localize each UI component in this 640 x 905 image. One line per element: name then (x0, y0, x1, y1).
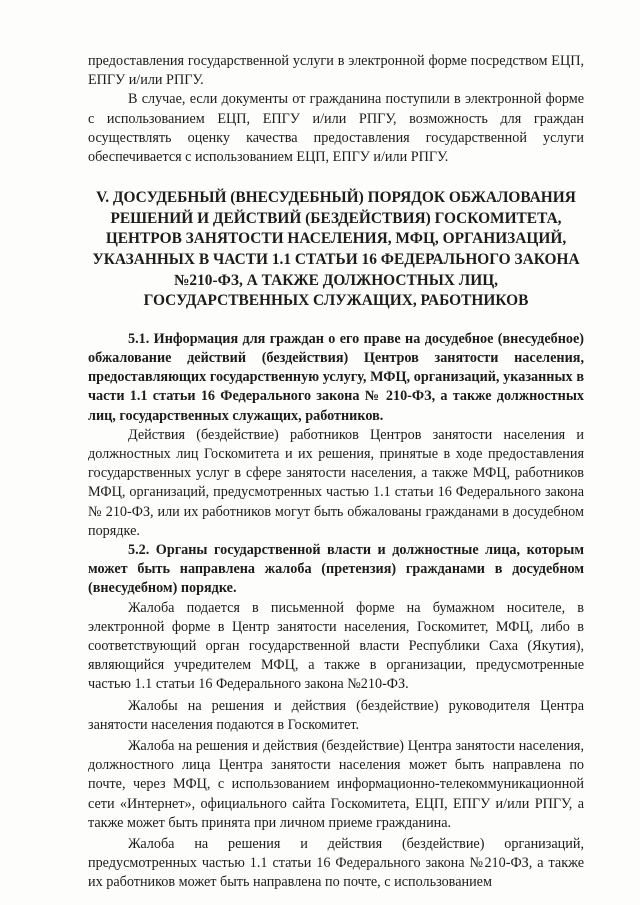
paragraph-continuation: предоставления государственной услуги в электронной форме посредством ЕЦП, ЕПГУ и/или РПГУ. (88, 53, 584, 89)
paragraph-complaint-form: Жалоба подается в письменной форме на бумажном носителе, в электронной форме в Центр занятости населения, Госкомитет, МФЦ, либо в соответствующий орган государственной власти Республики Саха (Якутия), являющийся учредителем МФЦ, а также в организации, предусмотренные частью 1.1 статьи 16 Федерального закона №210-ФЗ. (88, 599, 584, 693)
paragraph-complaint-organizations: Жалоба на решения и действия (бездействие) организаций, предусмотренных частью 1.1 статьи 16 Федерального закона №210-ФЗ, а также их работников может быть направлена по почте, с использованием (88, 836, 584, 891)
paragraph-5-1: Действия (бездействие) работников Центров занятости населения и должностных лиц Госкомитета и их решения, принятые в ходе предоставления государственных услуг в сфере занятости населения, а также МФЦ, работников МФЦ, организаций, предусмотренных частью 1.1 статьи 16 Федерального закона № 210-ФЗ, или их работников могут быть обжалованы гражданами в досудебном порядке. (88, 426, 584, 539)
paragraph-complaint-channels: Жалоба на решения и действия (бездействие) Центра занятости населения, должностного лица Центра занятости населения может быть направлена по почте, через МФЦ, с использованием информационно-телекоммуникационной сети «Интернет», официального сайта Госкомитета, ЕЦП, ЕПГУ и/или РПГУ, а также может быть принята при личном приеме гражданина. (88, 738, 584, 831)
section-heading: V. ДОСУДЕБНЫЙ (ВНЕСУДЕБНЫЙ) ПОРЯДОК ОБЖАЛОВАНИЯ РЕШЕНИЙ И ДЕЙСТВИЙ (БЕЗДЕЙСТВИЯ) ГОСКОМИТЕТА, ЦЕНТРОВ ЗАНЯТОСТИ НАСЕЛЕНИЯ, МФЦ, ОРГАНИЗАЦИЙ, УКАЗАННЫХ В ЧАСТИ 1.1 СТАТЬИ 16 ФЕДЕРАЛЬНОГО ЗАКОНА №210-ФЗ, А ТАКЖЕ ДОЛЖНОСТНЫХ ЛИЦ, ГОСУДАРСТВЕННЫХ СЛУЖАЩИХ, РАБОТНИКОВ (92, 189, 580, 310)
paragraph-quality-assessment: В случае, если документы от гражданина поступили в электронной форме с использованием ЕЦП, ЕПГУ и/или РПГУ, возможность для граждан осуществлять оценку качества предоставления государственной услуги обеспечивается с использованием ЕЦП, ЕПГУ и/или РПГУ. (88, 91, 584, 166)
paragraph-complaint-director: Жалобы на решения и действия (бездействие) руководителя Центра занятости населения подаются в Госкомитет. (88, 697, 584, 733)
subheading-5-2: 5.2. Органы государственной власти и должностные лица, которым может быть направлена жалоба (претензия) гражданами в досудебном (внесудебном) порядке. (88, 542, 584, 597)
subheading-5-1: 5.1. Информация для граждан о его праве на досудебное (внесудебное) обжалование действий (бездействия) Центров занятости населения, предоставляющих государственную услугу, МФЦ, организаций, указанных в части 1.1 статьи 16 Федерального закона № 210-ФЗ, а также должностных лиц, государственных служащих, работников. (88, 330, 584, 424)
